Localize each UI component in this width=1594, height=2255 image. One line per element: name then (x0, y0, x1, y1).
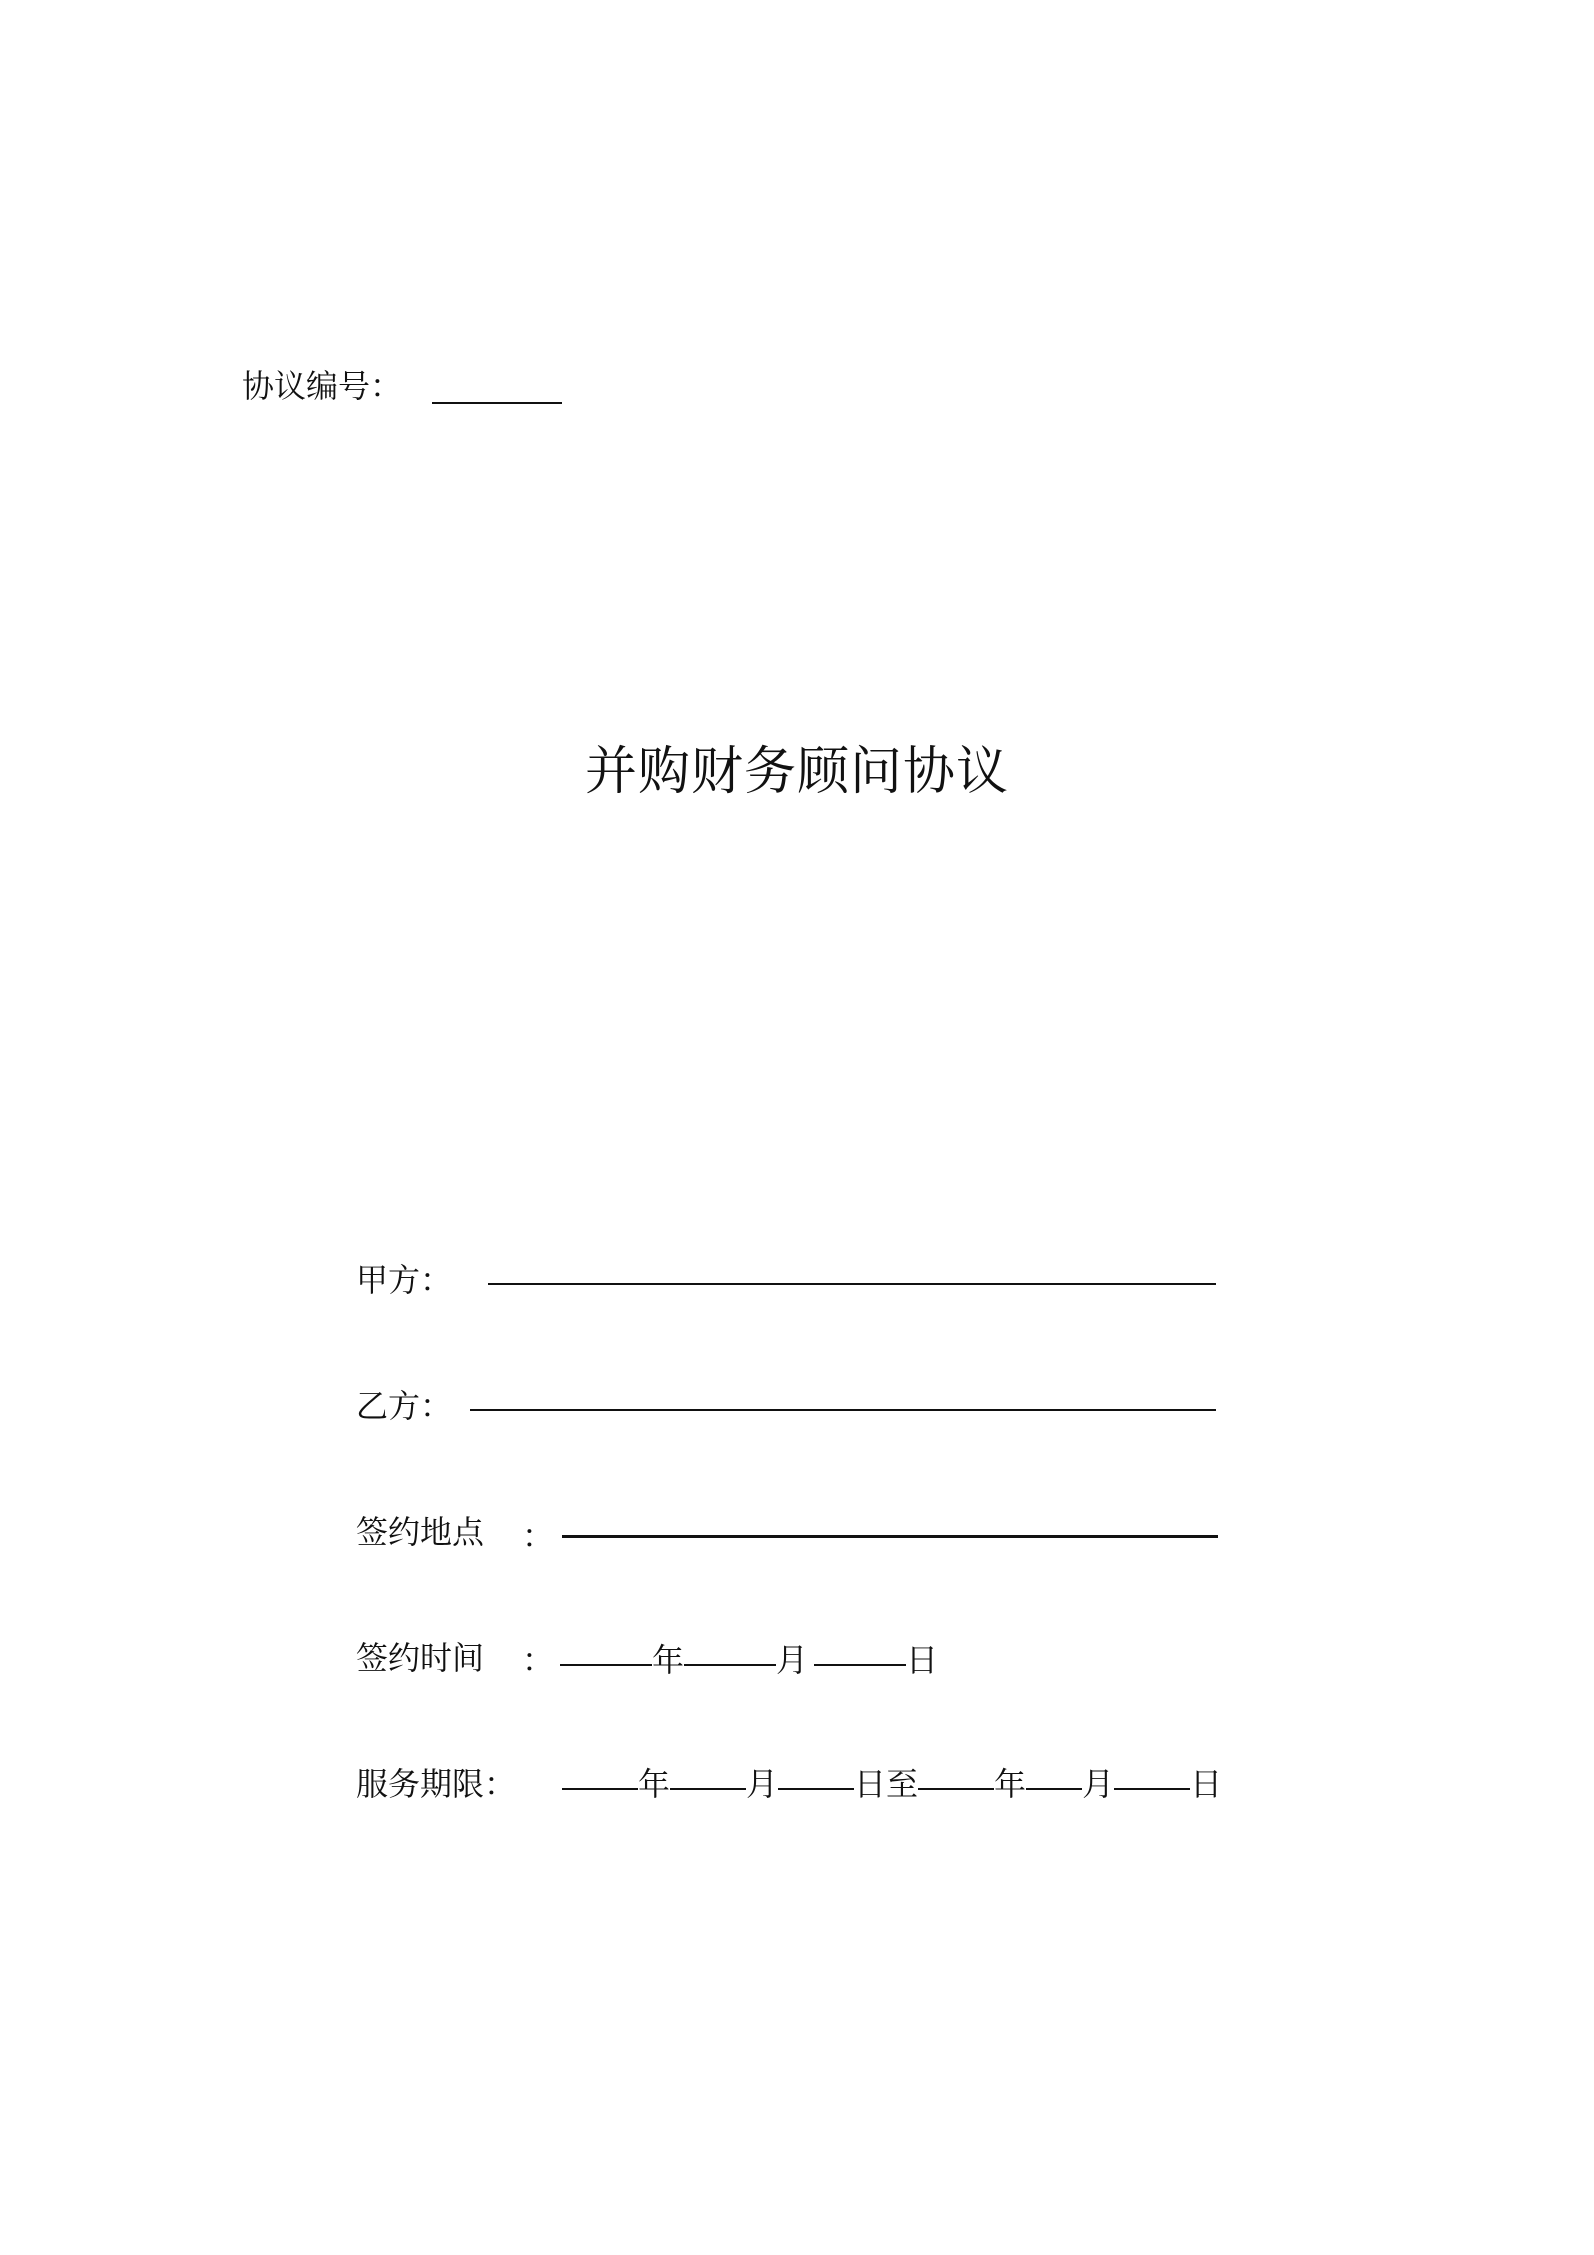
end-day-blank[interactable] (1114, 1788, 1190, 1790)
service-term-dates (562, 1764, 1222, 1804)
party-a-label: 甲方： (356, 1261, 453, 1299)
start-month-blank[interactable] (670, 1788, 746, 1790)
signing-month-unit: 月 (776, 1641, 809, 1679)
agreement-number-label: 协议编号： (242, 367, 403, 405)
end-day-unit: 日 (1190, 1765, 1223, 1803)
document-title: 并购财务顾问协议 (584, 742, 1009, 802)
agreement-number-blank[interactable] (432, 402, 562, 404)
start-day-blank[interactable] (778, 1788, 854, 1790)
start-month-unit: 月 (746, 1765, 779, 1803)
end-year-unit: 年 (994, 1765, 1027, 1803)
signing-day-unit: 日 (906, 1641, 939, 1679)
party-a-blank[interactable] (488, 1283, 1216, 1285)
end-month-unit: 月 (1082, 1765, 1115, 1803)
party-b-blank[interactable] (470, 1409, 1216, 1411)
start-year-blank[interactable] (562, 1788, 638, 1790)
signing-time-label: 签约时间 (356, 1639, 485, 1677)
signing-month-blank[interactable] (684, 1664, 776, 1666)
signing-place-colon: ： (522, 1517, 555, 1555)
signing-place-label: 签约地点 (356, 1513, 485, 1551)
start-year-unit: 年 (638, 1765, 671, 1803)
end-year-blank[interactable] (918, 1788, 994, 1790)
signing-time-date (522, 1640, 938, 1680)
end-month-blank[interactable] (1026, 1788, 1082, 1790)
signing-time-colon: ： (522, 1641, 555, 1679)
signing-day-blank[interactable] (814, 1664, 906, 1666)
signing-year-unit: 年 (652, 1641, 685, 1679)
signing-place-blank[interactable] (562, 1535, 1218, 1538)
service-term-label: 服务期限： (356, 1765, 517, 1803)
party-b-label: 乙方： (356, 1387, 453, 1425)
start-day-to: 日至 (854, 1765, 919, 1803)
signing-year-blank[interactable] (560, 1664, 652, 1666)
